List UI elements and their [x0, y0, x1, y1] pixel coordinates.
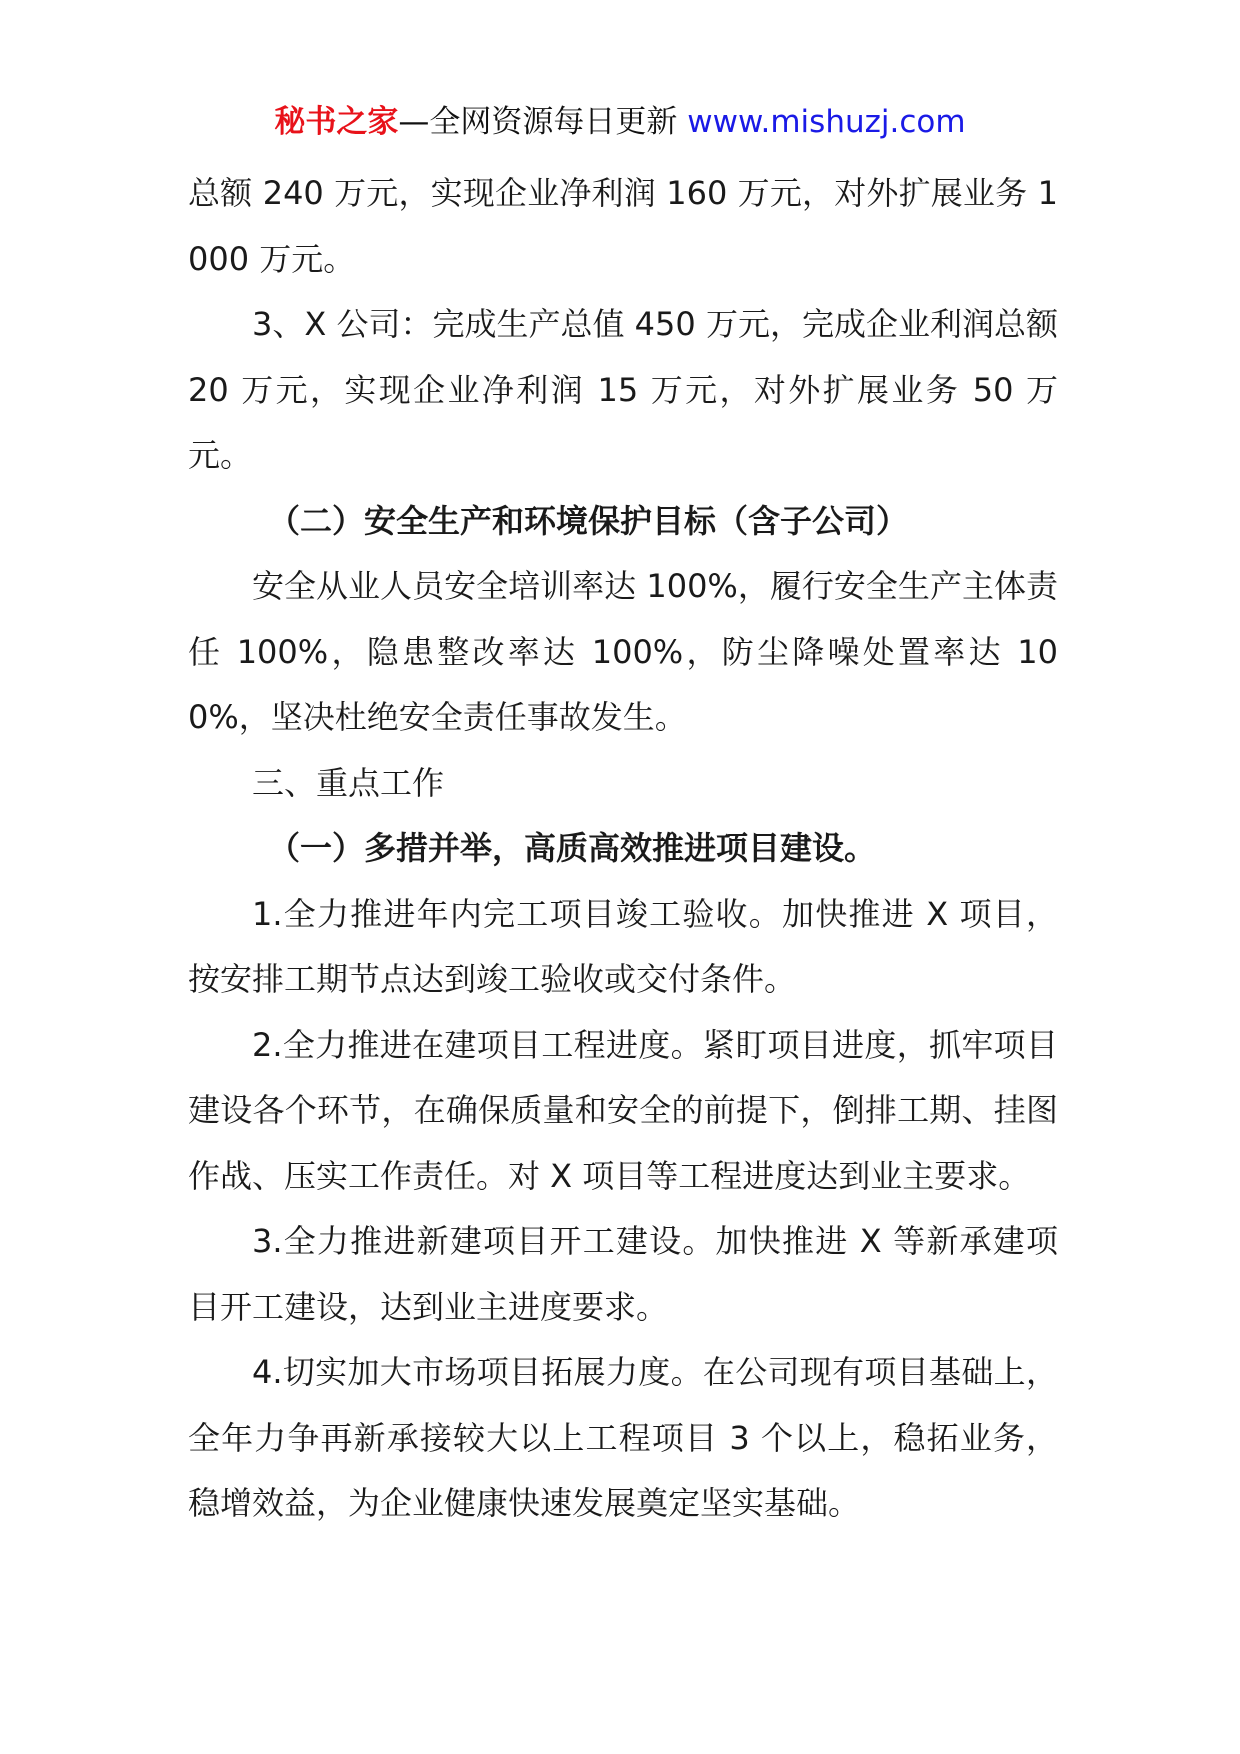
- header-site-link[interactable]: www.mishuzj.com: [687, 104, 966, 140]
- section-heading-safety: （二）安全生产和环境保护目标（含子公司）: [268, 501, 909, 540]
- header-tagline: —全网资源每日更新: [398, 104, 688, 140]
- paragraph-x-company: 3、X 公司：完成生产总值 450 万元，完成企业利润总额 20 万元，实现企业净利润 15 万元，对外扩展业务 50 万元。: [188, 305, 1058, 474]
- section-heading-projects: （一）多措并举，高质高效推进项目建设。: [268, 829, 877, 867]
- header-brand: 秘书之家: [274, 104, 399, 140]
- paragraph-safety-targets: 安全从业人员安全培训率达 100%，履行安全生产主体责任 100%，隐患整改率达 100%，防尘降噪处置率达 100%，坚决杜绝安全责任事故发生。: [188, 567, 1058, 736]
- section-heading-key-work: 三、重点工作: [252, 763, 445, 802]
- paragraph-item-3: 3.全力推进新建项目开工建设。加快推进 X 等新承建项目开工建设，达到业主进度要求。: [188, 1222, 1058, 1326]
- document-body: [188, 161, 1058, 1537]
- paragraph-item-1: 1.全力推进年内完工项目竣工验收。加快推进 X 项目，按安排工期节点达到竣工验收或交付条件。: [188, 894, 1058, 998]
- paragraph-item-4: 4.切实加大市场项目拓展力度。在公司现有项目基础上，全年力争再新承接较大以上工程项目 3 个以上，稳拓业务，稳增效益，为企业健康快速发展奠定坚实基础。: [188, 1353, 1058, 1522]
- paragraph-continuation: 总额 240 万元，实现企业净利润 160 万元，对外扩展业务 1000 万元。: [188, 174, 1058, 278]
- paragraph-item-2: 2.全力推进在建项目工程进度。紧盯项目进度，抓牢项目建设各个环节，在确保质量和安全的前提下，倒排工期、挂图作战、压实工作责任。对 X 项目等工程进度达到业主要求。: [188, 1025, 1058, 1195]
- page-header: [0, 100, 1240, 144]
